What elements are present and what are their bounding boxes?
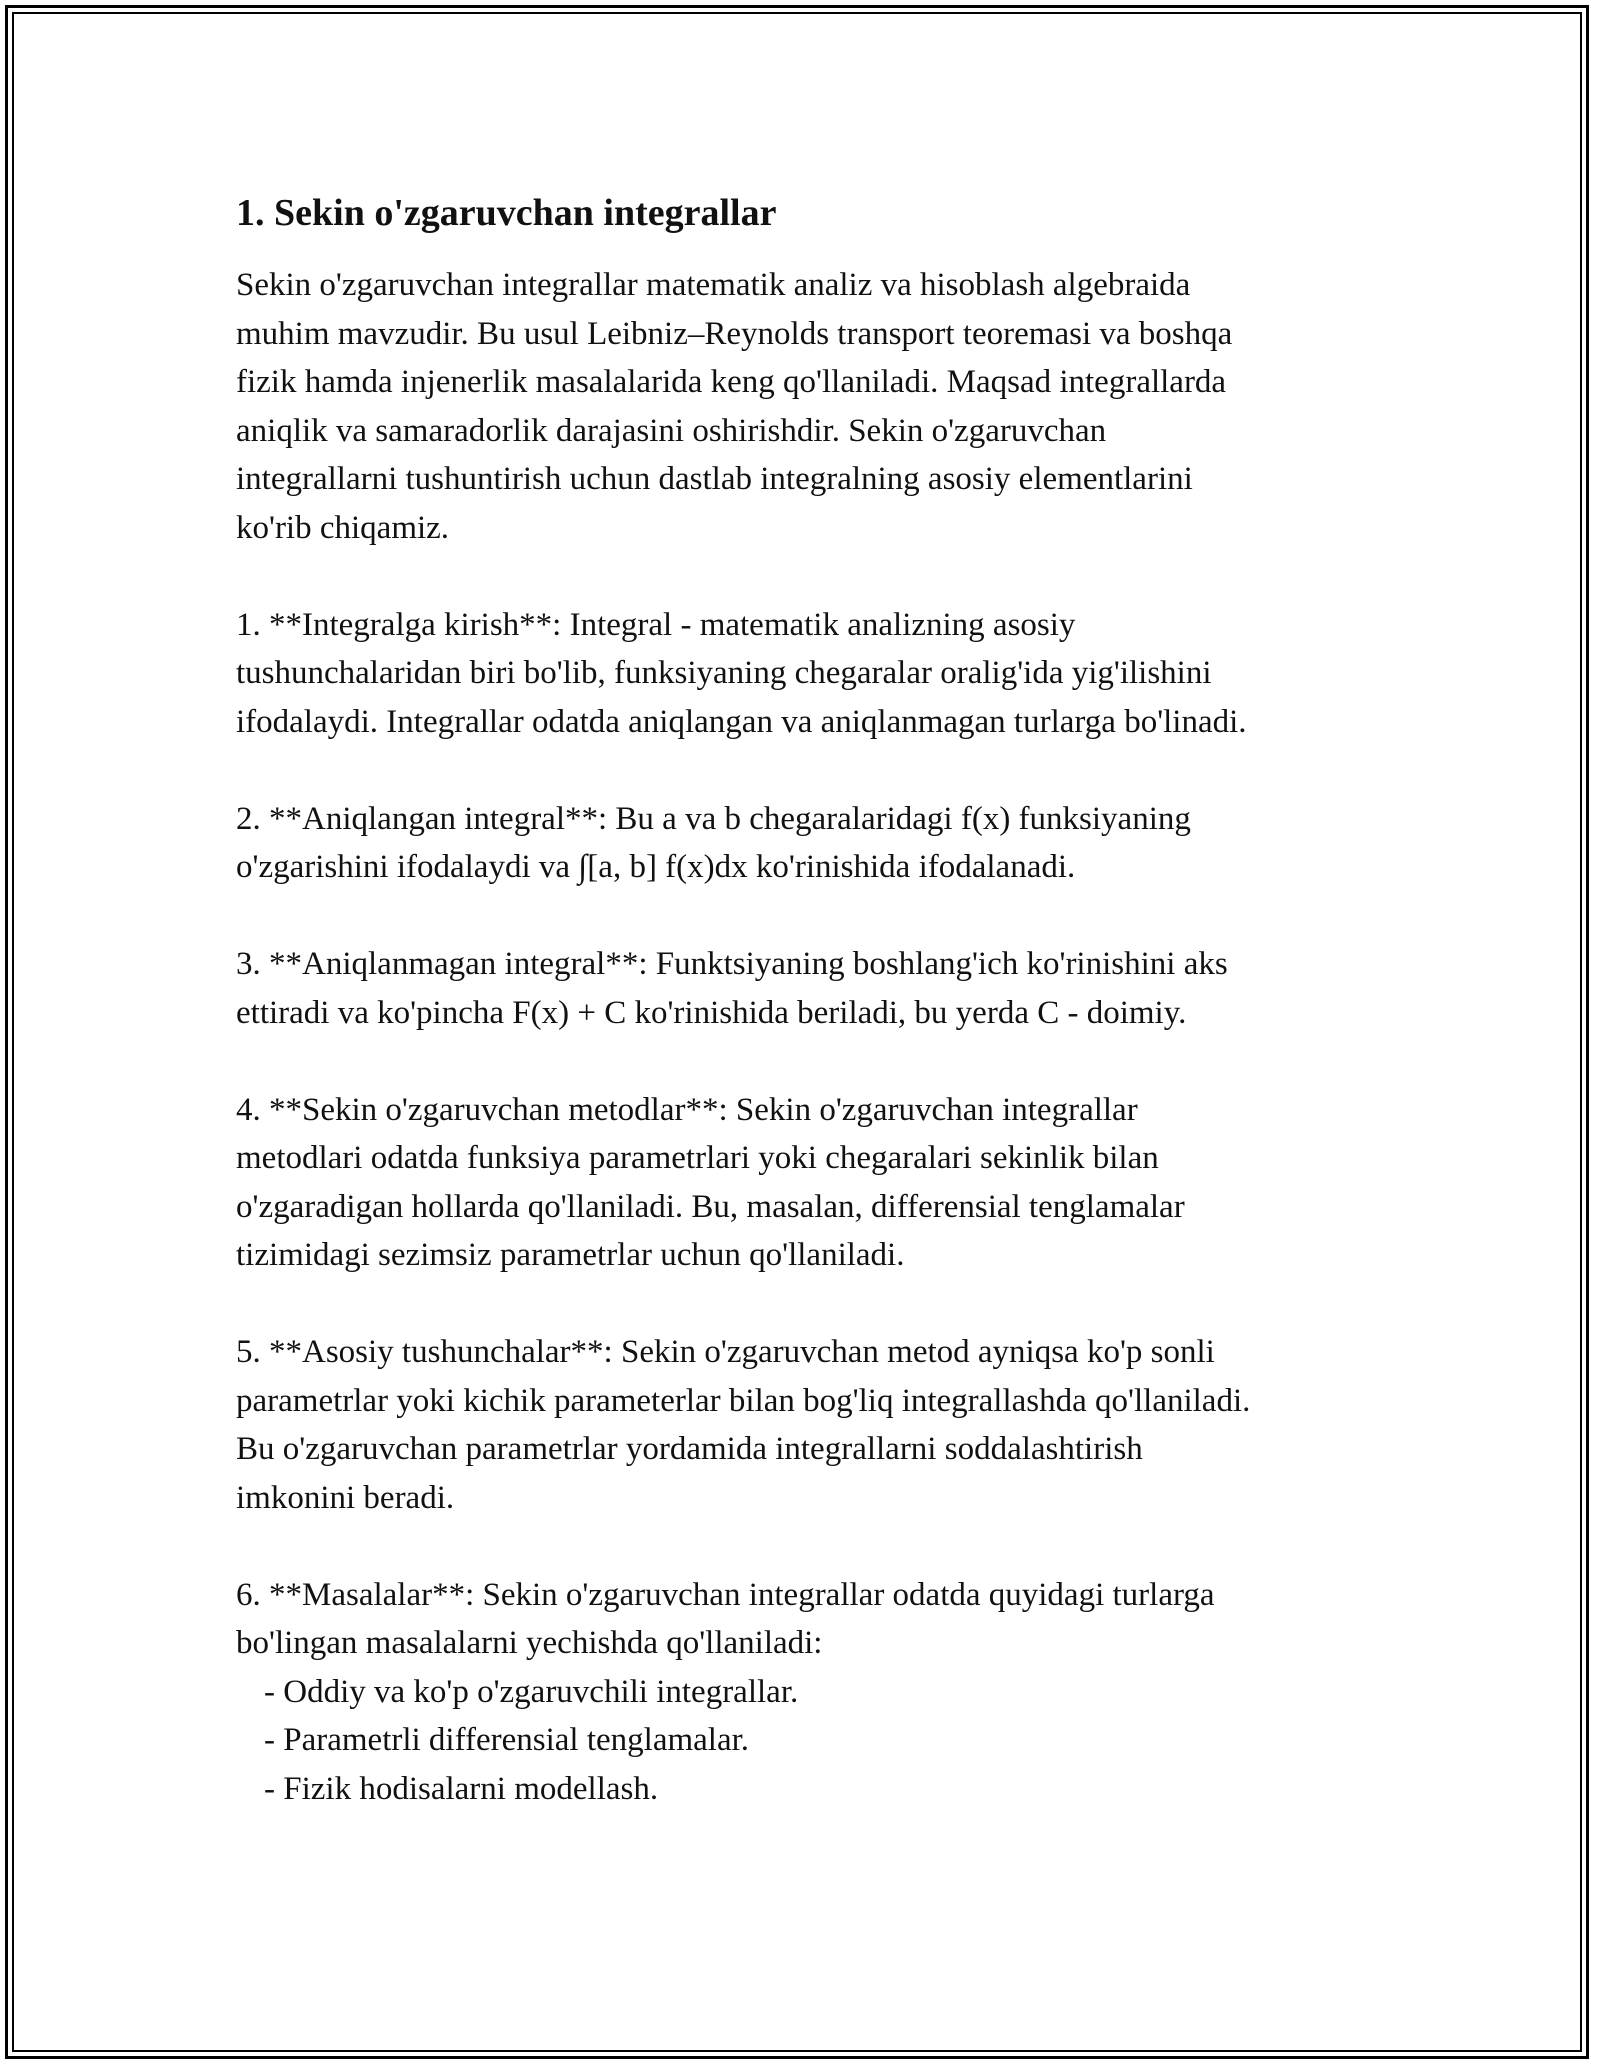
- sub-bullet-list: [236, 1668, 1386, 1814]
- list-item-1: 1. **Integralga kirish**: Integral - matematik analizning asosiy tushunchalaridan biri bo'lib, funksiyaning chegaralar oralig'ida yig'ilishini ifodalaydi. Integrallar odatda aniqlangan va aniqlanmagan turlarga bo'linadi.: [236, 606, 1247, 740]
- list-item-6: 6. **Masalalar**: Sekin o'zgaruvchan integrallar odatda quyidagi turlarga bo'lingan masalalarni yechishda qo'llaniladi:: [236, 1576, 1215, 1661]
- intro-paragraph: Sekin o'zgaruvchan integrallar matematik analiz va hisoblash algebraida muhim mavzudir. Bu usul Leibniz–Reynolds transport teoremasi va boshqa fizik hamda injenerlik masalalarida keng qo'llaniladi. Maqsad integrallarda aniqlik va samaradorlik darajasini oshirishdir. Sekin o'zgaruvchan integrallarni tushuntirish uchun dastlab integralning asosiy elementlarini ko'rib chiqamiz.: [236, 267, 1233, 546]
- list-item-5: 5. **Asosiy tushunchalar**: Sekin o'zgaruvchan metod ayniqsa ko'p sonli parametrlar yoki kichik parameterlar bilan bog'liq integrallashda qo'llaniladi. Bu o'zgaruvchan parametrlar yordamida integrallarni soddalashtirish imkonini beradi.: [236, 1334, 1251, 1516]
- paragraph-gap: [236, 552, 1386, 601]
- paragraph-gap: [236, 1037, 1386, 1086]
- list-item-4: 4. **Sekin o'zgaruvchan metodlar**: Sekin o'zgaruvchan integrallar metodlari odatda funksiya parametrlari yoki chegaralari sekinlik bilan o'zgaradigan hollarda qo'llaniladi. Bu, masalan, differensial tenglamalar tizimidagi sezimsiz parametrlar uchun qo'llaniladi.: [236, 1091, 1185, 1273]
- paragraph-gap: [236, 892, 1386, 941]
- section-heading: 1. Sekin o'zgaruvchan integrallar: [236, 192, 777, 234]
- paragraph-gap: [236, 1280, 1386, 1329]
- list-item-2: 2. **Aniqlangan integral**: Bu a va b chegaralaridagi f(x) funksiyaning o'zgarishini ifodalaydi va ∫[a, b] f(x)dx ko'rinishida ifodalanadi.: [236, 800, 1191, 885]
- paragraph-gap: [236, 746, 1386, 795]
- sub-bullet-1: - Oddiy va ko'p o'zgaruvchili integrallar.: [264, 1673, 799, 1710]
- sub-bullet-2: - Parametrli differensial tenglamalar.: [264, 1722, 750, 1758]
- document-body: [236, 185, 1386, 1813]
- list-item-3: 3. **Aniqlanmagan integral**: Funktsiyaning boshlang'ich ko'rinishini aks ettiradi va ko'pincha F(x) + C ko'rinishida beriladi, bu yerda C - doimiy.: [236, 946, 1228, 1031]
- paragraph-gap: [236, 1522, 1386, 1571]
- sub-bullet-3: - Fizik hodisalarni modellash.: [264, 1770, 659, 1807]
